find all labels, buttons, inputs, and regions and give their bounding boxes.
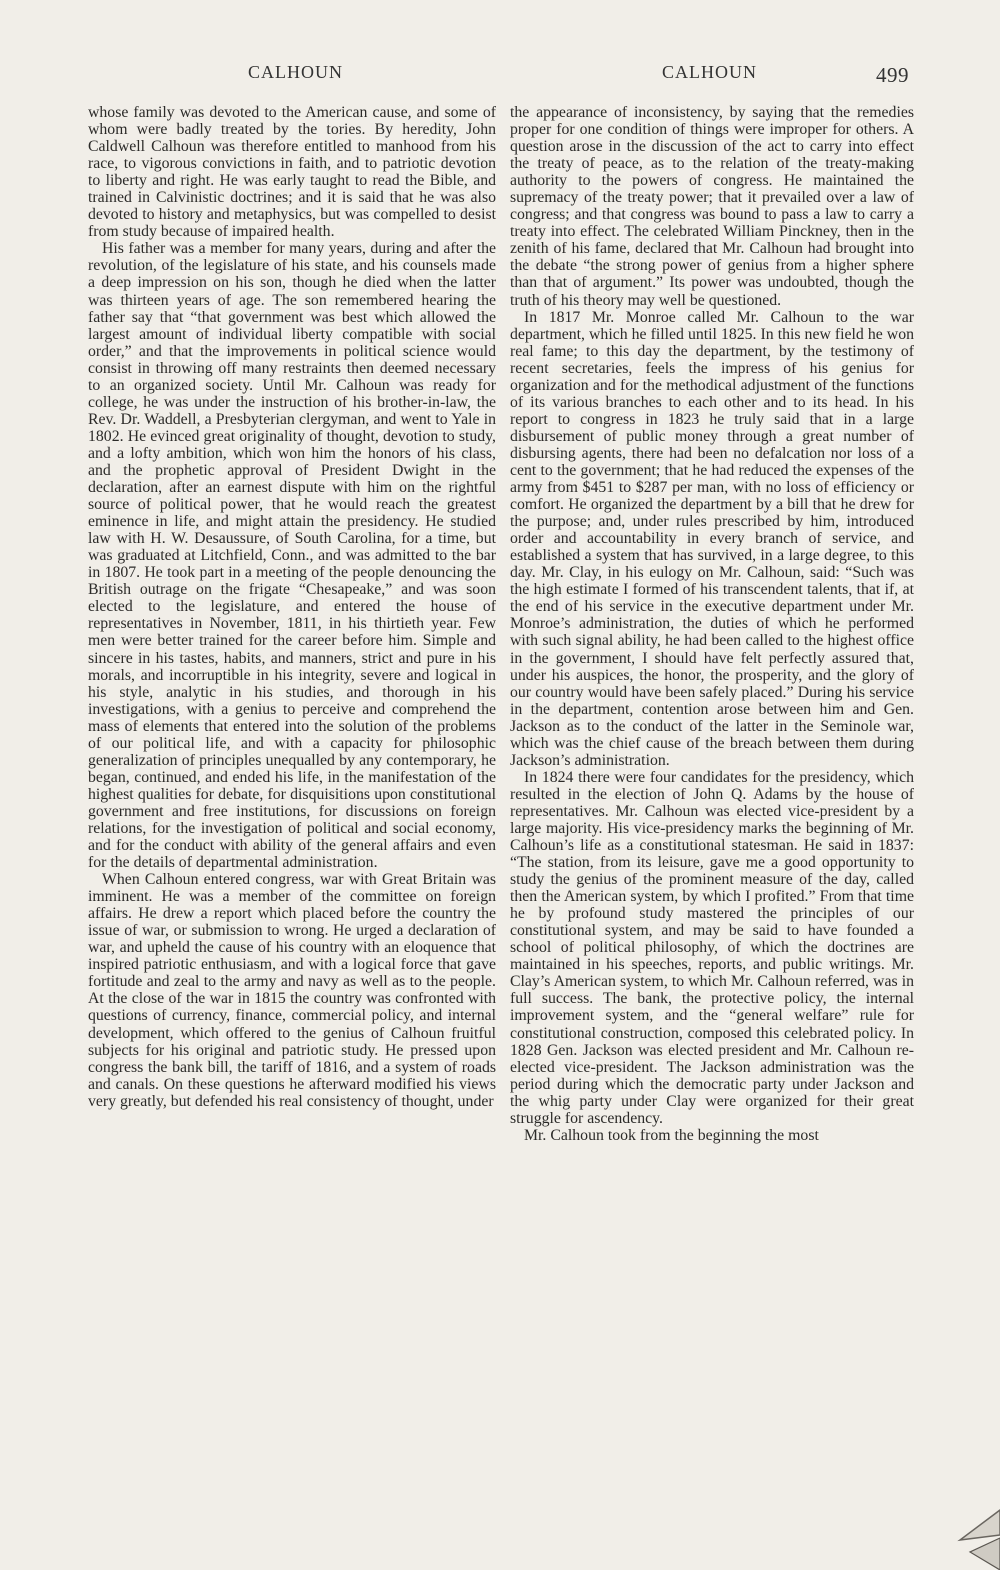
running-head-right: CALHOUN <box>662 62 757 82</box>
page-edge-artifact <box>940 1490 1000 1570</box>
paragraph: whose family was devoted to the American cause, and some of whom were badly treated by the tories. By heredity, John Caldwell Calhoun was therefore entitled to manhood from his race, to vigorous convictions in faith, and to patriotic devotion to liberty and right. He was early taught to read the Bible, and trained in Calvinistic doctrines; and it is said that he was also devoted to history and metaphysics, but was compelled to desist from study because of impaired health. <box>88 104 496 241</box>
left-column <box>88 104 496 1424</box>
running-head-left: CALHOUN <box>248 62 343 82</box>
paragraph: Mr. Calhoun took from the beginning the most <box>524 1126 819 1144</box>
paragraph: the appearance of inconsistency, by saying that the remedies proper for one condition of things were improper for others. A question arose in the discussion of the act to carry into effect the treaty of peace, as to the relation of the treaty-making authority to the powers of congress. He maintained the supremacy of the treaty power; that it prevailed over a law of congress; and that congress was bound to pass a law to carry a treaty into effect. The celebrated William Pinckney, then in the zenith of his fame, declared that Mr. Calhoun had brought into the debate “the strong power of genius from a higher sphere than that of argument.” Its power was undoubted, though the truth of his theory may well be questioned. <box>510 104 914 309</box>
paragraph: When Calhoun entered congress, war with Great Britain was imminent. He was a member of the committee on foreign affairs. He drew a report which placed before the country the issue of war, or submission to wrong. He urged a declaration of war, and upheld the cause of his country with an eloquence that inspired patriotic enthusiasm, and with a logical force that gave fortitude and zeal to the army and navy as well as to the people. At the close of the war in 1815 the country was confronted with questions of currency, finance, commercial policy, and internal development, which offered to the genius of Calhoun fruitful subjects for his original and patriotic study. He pressed upon congress the bank bill, the tariff of 1816, and a system of roads and canals. On these questions he afterward modified his views very greatly, but defended his real consistency of thought, under <box>88 871 496 1110</box>
paragraph: In 1817 Mr. Monroe called Mr. Calhoun to the war department, which he filled until 1825. In this new field he won real fame; to this day the department, by the testimony of recent secretaries, feels the impress of his genius for organization and for the methodical adjustment of the functions of its various branches to each other and to its head. In his report to congress in 1823 he truly said that in a large disbursement of public money through a great number of disbursing agents, there had been no defalcation nor loss of a cent to the government; that he had reduced the expenses of the army from $451 to $287 per man, with no loss of efficiency or comfort. He organized the department by a bill that he drew for the purpose; and, under rules prescribed by him, introduced order and accountability in every branch of service, and established a system that has survived, in a large degree, to this day. Mr. Clay, in his eulogy on Mr. Calhoun, said: “Such was the high estimate I formed of his transcendent talents, that if, at the end of his service in the executive department under Mr. Monroe’s administration, the duties of which he performed with such signal ability, he had been called to the highest office in the government, I should have felt perfectly assured that, under his auspices, the honor, the prosperity, and the glory of our country would have been safely placed.” During his service in the department, contention arose between him and Gen. Jackson as to the conduct of the latter in the Seminole war, which was the chief cause of the breach between them during Jackson’s administration. <box>510 308 914 769</box>
right-column <box>510 104 914 1424</box>
paragraph: His father was a member for many years, during and after the revolution, of the legislature of his state, and his counsels made a deep impression on his son, though he died when the latter was thirteen years of age. The son remembered hearing the father say that “that government was best which allowed the largest amount of individual liberty compatible with social order,” and that the improvements in political science would consist in throwing off many restraints then deemed necessary to an organized society. Until Mr. Calhoun was ready for college, he was under the instruction of his brother-in-law, the Rev. Dr. Waddell, a Presbyterian clergyman, and went to Yale in 1802. He evinced great originality of thought, devotion to study, and a lofty ambition, which won him the honors of his class, and the prophetic approval of President Dwight in the declaration, after an earnest dispute with him on the rightful source of political power, that he would reach the greatest eminence in life, and might attain the presidency. He studied law with H. W. Desaussure, of South Carolina, for a time, but was graduated at Litchfield, Conn., and was admitted to the bar in 1807. He took part in a meeting of the people denouncing the British outrage on the frigate “Chesapeake,” and was soon elected to the legislature, and entered the house of representatives in November, 1811, in his thirtieth year. Few men were better trained for the career before him. Simple and sincere in his tastes, habits, and manners, strict and pure in his morals, and incorruptible in his integrity, severe and logical in his style, analytic in his studies, and thorough in his investigations, with a genius to perceive and comprehend the mass of elements that entered into the solution of the problems of our political life, and with a capacity for philosophic generalization of principles unequalled by any contemporary, he began, continued, and ended his life, in the manifestation of the highest qualities for debate, for disquisitions upon constitutional government and free institutions, for discussions on foreign relations, for the investigation of political and social economy, and for the conduct with ability of the general affairs and even for the details of departmental administration. <box>88 240 496 872</box>
paragraph: In 1824 there were four candidates for the presidency, which resulted in the election of John Q. Adams by the house of representatives. Mr. Calhoun was elected vice-president by a large majority. His vice-presidency marks the beginning of Mr. Calhoun’s life as a constitutional statesman. He said in 1837: “The station, from its leisure, gave me a good opportunity to study the genius of the prominent measure of the day, called then the American system, by which I profited.” From that time he by profound study mastered the principles of our constitutional system, and may be said to have founded a school of political philosophy, of which the doctrines are maintained in his speeches, reports, and public writings. Mr. Clay’s American system, to which Mr. Calhoun referred, was in full success. The bank, the protective policy, the internal improvement system, and the “general welfare” rule for constitutional construction, composed this celebrated policy. In 1828 Gen. Jackson was elected president and Mr. Calhoun re-elected vice-president. The Jackson administration was the period during which the democratic party under Jackson and the whig party under Clay were organized for their great struggle for ascendency. <box>510 768 914 1127</box>
page-number: 499 <box>876 63 909 87</box>
